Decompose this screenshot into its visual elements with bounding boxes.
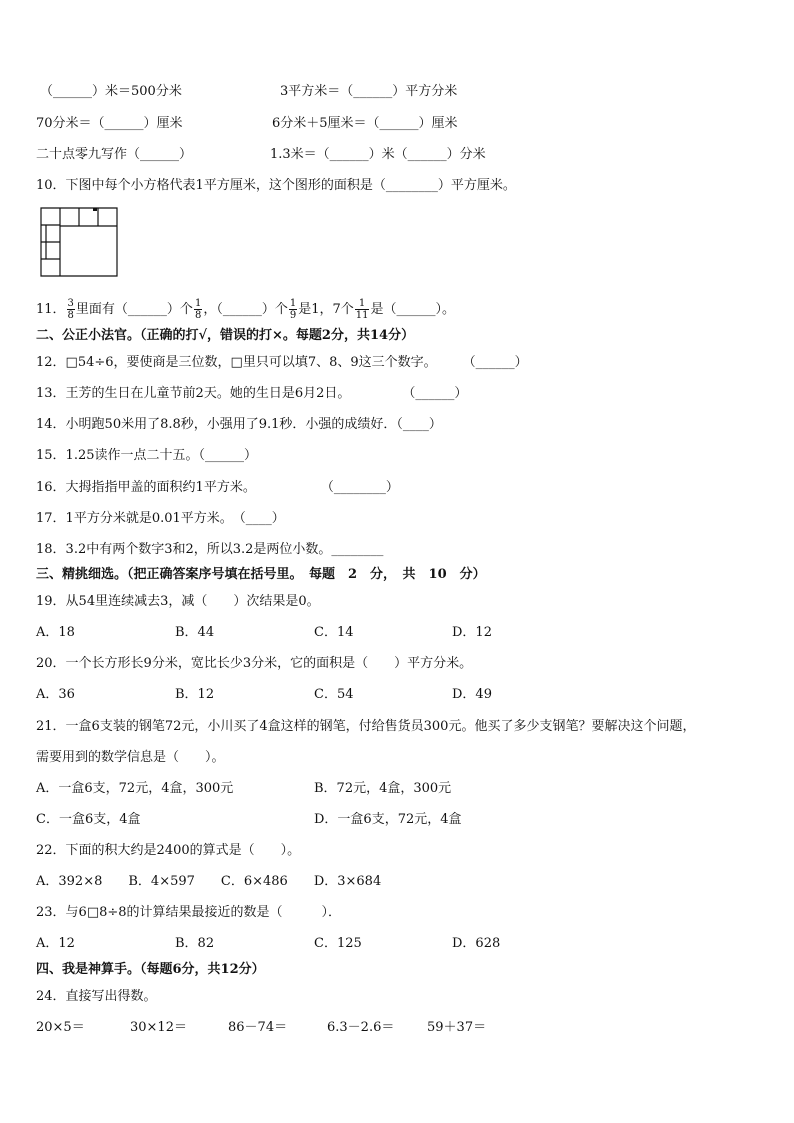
q11-t1: 里面有（______）个 bbox=[75, 302, 193, 317]
fraction-1-8: $\frac{1}{8}$ bbox=[194, 298, 202, 321]
q21-option-b: B．72元，4盒，300元 bbox=[314, 781, 452, 796]
q9-r1b: 3平方米＝（______）平方分米 bbox=[280, 84, 458, 99]
q9-r2a: 70分米＝（______）厘米 bbox=[36, 116, 183, 131]
q22-stem: 22．下面的积大约是2400的算式是（ ）。 bbox=[36, 843, 301, 858]
q11-t4: 是（______）。 bbox=[370, 302, 455, 317]
q9-r3b: 1.3米＝（______）米（______）分米 bbox=[270, 147, 486, 162]
q21-stem-line2: 需要用到的数学信息是（ ）。 bbox=[36, 750, 225, 765]
grid-figure bbox=[40, 207, 118, 277]
q14: 14．小明跑50米用了8.8秒，小强用了9.1秒．小强的成绩好．（____） bbox=[36, 417, 442, 432]
q21-stem-line1: 21．一盒6支装的钢笔72元，小川买了4盒这样的钢笔，付给售货员300元。他买了多少支钢笔？要解决这个问题， bbox=[36, 719, 696, 734]
q21-option-c: C．一盒6支，4盒 bbox=[36, 812, 141, 827]
q15: 15．1.25读作一点二十五。（______） bbox=[36, 448, 257, 463]
q11-prefix: 11． bbox=[36, 302, 66, 317]
q24-stem: 24．直接写出得数。 bbox=[36, 989, 157, 1004]
q21-option-d: D．一盒6支，72元，4盒 bbox=[314, 812, 462, 827]
q24-expr-1: 20×5＝ bbox=[36, 1020, 85, 1035]
q20-option-d: D．49 bbox=[452, 687, 492, 702]
q24-expr-3: 86－74＝ bbox=[228, 1020, 288, 1035]
q9-r2b: 6分米＋5厘米＝（______）厘米 bbox=[272, 116, 458, 131]
q12: 12．□54÷6，要使商是三位数，□里只可以填7、8、9这三个数字。 （______） bbox=[36, 355, 528, 370]
fraction-1-11: $\frac{1}{11}$ bbox=[355, 298, 369, 321]
q19-option-c: C．14 bbox=[314, 625, 354, 640]
q11-t3: 是1，7个 bbox=[298, 302, 354, 317]
q24-expr-5: 59＋37＝ bbox=[427, 1020, 487, 1035]
section-2-title: 二、公正小法官。（正确的打√，错误的打×。每题2分，共14分） bbox=[36, 328, 415, 343]
fraction-3-8: $\frac{3}{8}$ bbox=[67, 298, 74, 321]
q23-option-a: A．12 bbox=[36, 936, 75, 951]
q22-options: A．392×8 B．4×597 C．6×486 D．3×684 bbox=[36, 874, 382, 889]
q11 bbox=[36, 296, 455, 324]
q24-expr-2: 30×12＝ bbox=[130, 1020, 187, 1035]
q23-stem: 23．与6□8÷8的计算结果最接近的数是（ ）． bbox=[36, 905, 342, 920]
q18: 18．3.2中有两个数字3和2，所以3.2是两位小数。________ bbox=[36, 542, 384, 557]
q19-option-b: B．44 bbox=[175, 625, 215, 640]
fraction-1-9: $\frac{1}{9}$ bbox=[289, 298, 297, 321]
q24-expr-4: 6.3－2.6＝ bbox=[327, 1020, 395, 1035]
q23-option-d: D．628 bbox=[452, 936, 501, 951]
q21-option-a: A．一盒6支，72元，4盒，300元 bbox=[36, 781, 234, 796]
q16: 16．大拇指指甲盖的面积约1平方米。 （________） bbox=[36, 480, 399, 495]
section-4-title: 四、我是神算手。（每题6分，共12分） bbox=[36, 962, 265, 977]
q9-r3a: 二十点零九写作（______） bbox=[36, 147, 193, 162]
q20-option-a: A．36 bbox=[36, 687, 75, 702]
q20-option-b: B．12 bbox=[175, 687, 215, 702]
q9-r1a: （______）米＝500分米 bbox=[40, 84, 182, 99]
section-3-title: 三、精挑细选。（把正确答案序号填在括号里。 每题 2 分， 共 10 分） bbox=[36, 567, 486, 582]
q13: 13．王芳的生日在儿童节前2天。她的生日是6月2日。 （______） bbox=[36, 386, 468, 401]
q19-stem: 19．从54里连续减去3，减（ ）次结果是0。 bbox=[36, 594, 320, 609]
q20-option-c: C．54 bbox=[314, 687, 354, 702]
q17: 17．1平方分米就是0.01平方米。 （____） bbox=[36, 511, 285, 526]
q23-option-c: C．125 bbox=[314, 936, 362, 951]
q19-option-a: A．18 bbox=[36, 625, 75, 640]
q20-stem: 20．一个长方形长9分米，宽比长少3分米，它的面积是（ ）平方分米。 bbox=[36, 656, 473, 671]
q10-text: 10．下图中每个小方格代表1平方厘米，这个图形的面积是（________）平方厘米。 bbox=[36, 178, 516, 193]
q23-option-b: B．82 bbox=[175, 936, 215, 951]
q19-option-d: D．12 bbox=[452, 625, 492, 640]
q11-t2: ，（______）个 bbox=[203, 302, 288, 317]
